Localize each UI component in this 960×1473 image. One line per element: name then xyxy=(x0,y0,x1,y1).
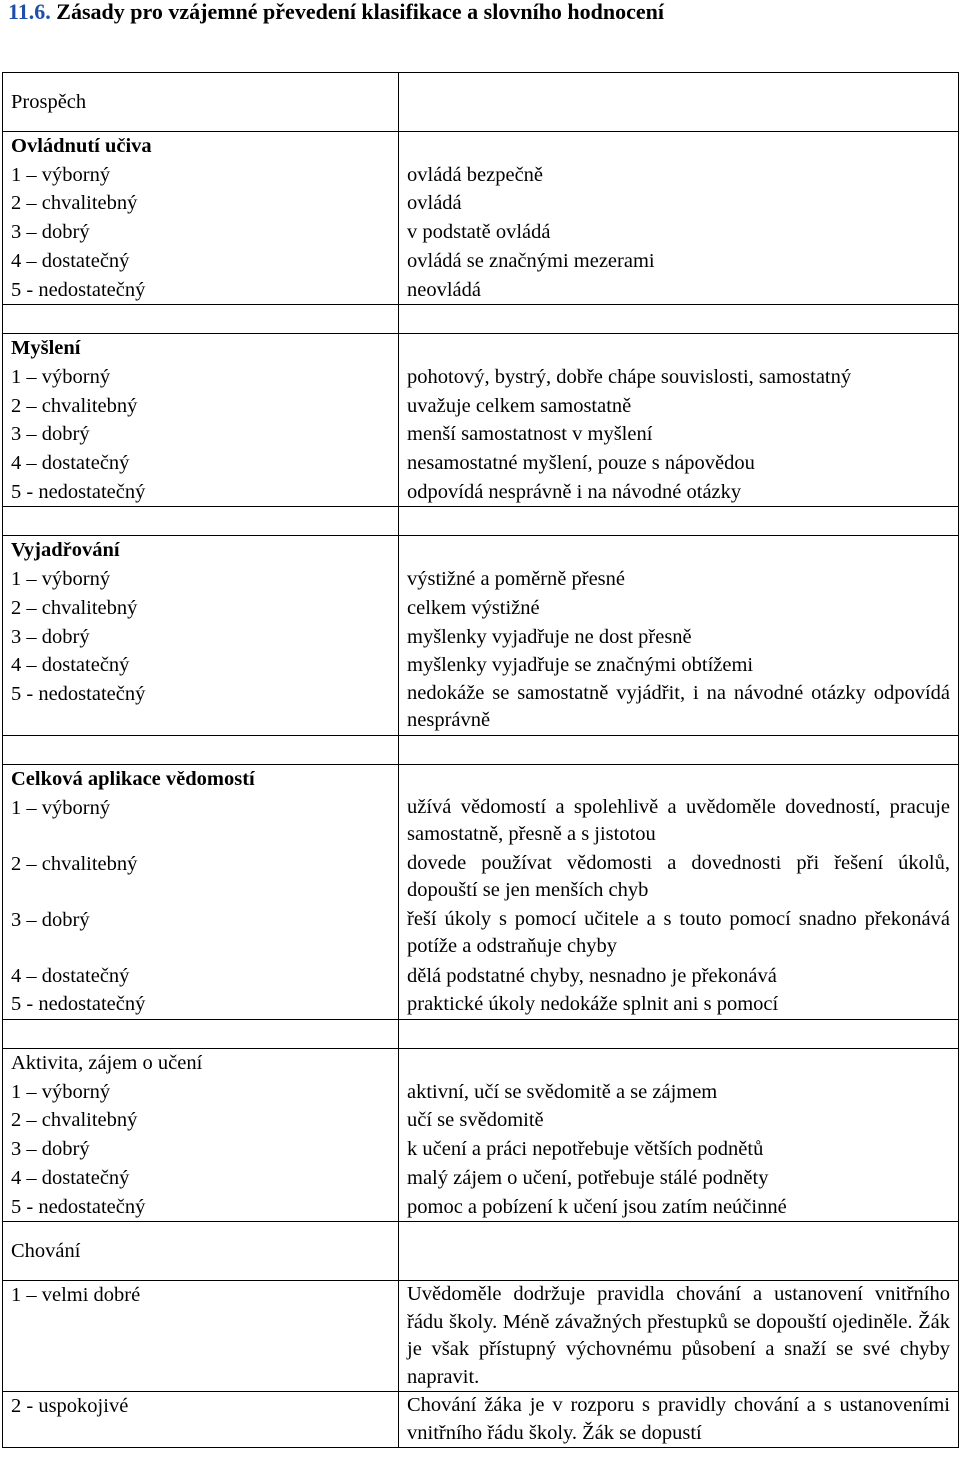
grades-cell xyxy=(3,536,399,736)
section-title: Vyjadřování xyxy=(11,539,120,562)
heading-number: 11.6. xyxy=(8,0,51,24)
table-row xyxy=(3,764,959,1019)
grade-description: k učení a práci nepotřebuje větších podnětů xyxy=(407,1138,764,1161)
table-row xyxy=(3,1222,959,1281)
grade-label: 1 – velmi dobré xyxy=(11,1284,141,1307)
description-cell xyxy=(399,1281,959,1392)
grade-description: pomoc a pobízení k učení jsou zatím neúčinné xyxy=(407,1195,787,1218)
grade-description: dělá podstatné chyby, nesnadno je překonává xyxy=(407,964,777,987)
grade-description: užívá vědomostí a spolehlivě a uvědoměle dovedností, pracuje samostatně, přesně a s jistotou xyxy=(407,795,950,846)
grade-description: řeší úkoly s pomocí učitele a s touto pomocí snadno překonává potíže a odstraňuje chyby xyxy=(407,907,950,958)
grade-description: výstižné a poměrně přesné xyxy=(407,568,626,591)
table-row xyxy=(3,536,959,736)
grade-cell xyxy=(3,1281,399,1392)
grade-description: aktivní, učí se svědomitě a se zájmem xyxy=(407,1080,718,1103)
grade-description: neovládá xyxy=(407,278,481,301)
grade-label: 3 – dobrý xyxy=(11,908,90,931)
heading-text: Zásady pro vzájemné převedení klasifikace a slovního hodnocení xyxy=(50,0,664,24)
grade-description: dovede používat vědomosti a dovednosti při řešení úkolů, dopouští se jen menších chyb xyxy=(407,851,950,902)
grade-label: 2 – chvalitebný xyxy=(11,596,138,619)
grade-description: učí se svědomitě xyxy=(407,1109,544,1132)
table-row xyxy=(3,334,959,507)
grade-label: 4 – dostatečný xyxy=(11,654,130,677)
table-row xyxy=(3,73,959,132)
grade-label: 2 - uspokojivé xyxy=(11,1395,129,1418)
grade-label: 2 – chvalitebný xyxy=(11,852,138,875)
descriptions-cell xyxy=(399,764,959,1019)
grade-description: celkem výstižné xyxy=(407,596,540,619)
description-cell xyxy=(399,1392,959,1448)
section-title: Ovládnutí učiva xyxy=(11,135,152,157)
descriptions-cell xyxy=(399,1049,959,1222)
descriptions-cell xyxy=(399,132,959,305)
grade-label: 4 – dostatečný xyxy=(11,249,130,272)
grade-description: nedokáže se samostatně vyjádřit, i na návodné otázky odpovídá nesprávně xyxy=(407,681,950,732)
grade-description: Uvědoměle dodržuje pravidla chování a ustanovení vnitřního řádu školy. Méně závažných přestupků se dopouští ojediněle. Žák je však přístupný výchovnému působení a snaží se své chyby napravit. xyxy=(407,1283,950,1388)
section-title: Myšlení xyxy=(11,337,81,360)
spacer-row xyxy=(3,507,959,536)
descriptions-cell xyxy=(399,334,959,507)
grade-description: ovládá bezpečně xyxy=(407,163,544,186)
grade-label: 3 – dobrý xyxy=(11,423,90,446)
grade-description: praktické úkoly nedokáže splnit ani s pomocí xyxy=(407,993,779,1016)
grade-description: ovládá se značnými mezerami xyxy=(407,249,655,272)
grades-cell xyxy=(3,764,399,1019)
grades-cell xyxy=(3,1049,399,1222)
descriptions-cell xyxy=(399,536,959,736)
spacer-row xyxy=(3,305,959,334)
grade-label: 5 - nedostatečný xyxy=(11,480,146,503)
grade-cell xyxy=(3,1392,399,1448)
grade-label: 5 - nedostatečný xyxy=(11,993,146,1016)
grade-label: 5 - nedostatečný xyxy=(11,278,146,301)
grades-cell xyxy=(3,334,399,507)
grade-label: 4 – dostatečný xyxy=(11,1166,130,1189)
grade-description: v podstatě ovládá xyxy=(407,221,551,244)
grade-description: nesamostatné myšlení, pouze s nápovědou xyxy=(407,452,755,475)
grade-label: 3 – dobrý xyxy=(11,1138,90,1161)
grade-label: 3 – dobrý xyxy=(11,221,90,244)
section-title: Chování xyxy=(11,1239,81,1262)
classification-table xyxy=(2,72,959,1448)
table-row xyxy=(3,1392,959,1448)
grade-description: Chování žáka je v rozporu s pravidly chování a s ustanoveními vnitřního řádu školy. Žák se dopustí xyxy=(407,1394,950,1444)
section-title: Aktivita, zájem o učení xyxy=(11,1052,203,1075)
table-row xyxy=(3,1049,959,1222)
chovani-title-cell xyxy=(3,1222,399,1281)
table-row xyxy=(3,132,959,305)
grade-label: 5 - nedostatečný xyxy=(11,682,146,705)
grade-label: 1 – výborný xyxy=(11,568,111,591)
grade-label: 2 – chvalitebný xyxy=(11,394,138,417)
grade-description: menší samostatnost v myšlení xyxy=(407,423,653,446)
grade-label: 1 – výborný xyxy=(11,1080,111,1103)
grade-label: 3 – dobrý xyxy=(11,625,90,648)
grade-label: 1 – výborný xyxy=(11,163,111,186)
table-row xyxy=(3,1281,959,1392)
grade-description: myšlenky vyjadřuje ne dost přesně xyxy=(407,625,692,648)
section-title: Celková aplikace vědomostí xyxy=(11,767,255,790)
grade-label: 5 - nedostatečný xyxy=(11,1195,146,1218)
grade-label: 2 – chvalitebný xyxy=(11,1109,138,1132)
grade-description: malý zájem o učení, potřebuje stálé podněty xyxy=(407,1166,769,1189)
grade-description: ovládá xyxy=(407,192,462,215)
grade-label: 4 – dostatečný xyxy=(11,452,130,475)
grade-label: 2 – chvalitebný xyxy=(11,192,138,215)
grade-description: myšlenky vyjadřuje se značnými obtížemi xyxy=(407,654,754,677)
spacer-row xyxy=(3,1020,959,1049)
grade-description: uvažuje celkem samostatně xyxy=(407,394,632,417)
grade-label: 1 – výborný xyxy=(11,796,111,819)
page-heading xyxy=(8,0,664,24)
grade-description: odpovídá nesprávně i na návodné otázky xyxy=(407,480,742,503)
empty-cell xyxy=(399,1222,959,1281)
prospech-label: Prospěch xyxy=(11,90,87,113)
grade-label: 1 – výborný xyxy=(11,365,111,388)
grade-label: 4 – dostatečný xyxy=(11,964,130,987)
grade-description: pohotový, bystrý, dobře chápe souvislosti, samostatný xyxy=(407,365,852,388)
empty-cell xyxy=(399,73,959,132)
prospech-cell xyxy=(3,73,399,132)
spacer-row xyxy=(3,735,959,764)
grades-cell xyxy=(3,132,399,305)
